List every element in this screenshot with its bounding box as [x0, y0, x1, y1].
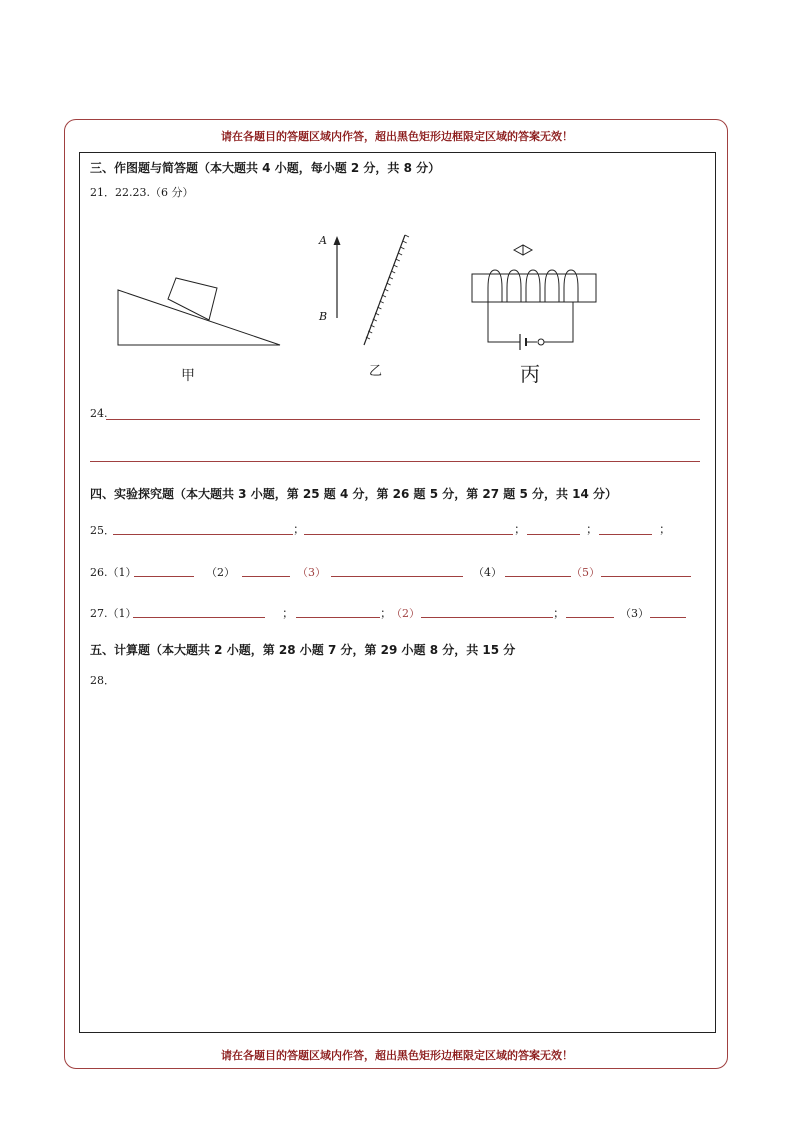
q25-semicolon-1: ；	[293, 522, 306, 536]
q27-blank-4[interactable]	[566, 617, 614, 618]
q27-label: 27.（1）	[90, 607, 137, 620]
q27-semicolon-1: ；	[282, 606, 295, 620]
q26-blank-4[interactable]	[505, 576, 571, 577]
q24-answer-line-1[interactable]	[106, 419, 700, 420]
top-notice: 请在各题目的答题区域内作答，超出黑色矩形边框限定区域的答案无效！	[221, 130, 573, 143]
q28-label: 28．	[90, 674, 115, 687]
q25-blank-3[interactable]	[527, 534, 580, 535]
q26-part4-label: （4）	[473, 566, 502, 579]
bottom-notice: 请在各题目的答题区域内作答，超出黑色矩形边框限定区域的答案无效！	[221, 1049, 573, 1062]
q27-part2-label: （2）	[391, 607, 420, 620]
q25-blank-1[interactable]	[113, 534, 293, 535]
solenoid-diagram	[465, 240, 605, 355]
q25-label: 25．	[90, 524, 115, 537]
q27-semicolon-2: ；	[380, 606, 393, 620]
q24-answer-line-2[interactable]	[90, 461, 700, 462]
q27-semicolon-3: ；	[553, 606, 566, 620]
q27-blank-5[interactable]	[650, 617, 686, 618]
q26-label: 26.（1）	[90, 566, 137, 579]
q26-part3-label: （3）	[297, 566, 326, 579]
label-a: A	[319, 234, 327, 247]
q25-blank-2[interactable]	[304, 534, 513, 535]
q26-blank-3[interactable]	[331, 576, 463, 577]
mirror-diagram	[312, 228, 422, 353]
q27-blank-2[interactable]	[296, 617, 380, 618]
fig-bing-caption: 丙	[520, 362, 540, 386]
q25-semicolon-4: ；	[659, 522, 672, 536]
q27-blank-3[interactable]	[421, 617, 553, 618]
q25-semicolon-3: ；	[586, 522, 599, 536]
label-b: B	[319, 310, 328, 323]
q26-part5-label: （5）	[571, 566, 600, 579]
section4-title: 四、实验探究题（本大题共 3 小题，第 25 题 4 分，第 26 题 5 分，第 27 题 5 分，共 14 分）	[90, 487, 618, 501]
section3-title: 三、作图题与简答题（本大题共 4 小题，每小题 2 分，共 8 分）	[90, 161, 441, 175]
q27-part3-label: （3）	[620, 607, 649, 620]
q27-blank-1[interactable]	[133, 617, 265, 618]
q26-part2-label: （2）	[206, 566, 235, 579]
q25-blank-4[interactable]	[599, 534, 652, 535]
fig-yi-caption: 乙	[369, 364, 383, 379]
incline-diagram	[110, 272, 290, 352]
q26-blank-1[interactable]	[134, 576, 194, 577]
q26-blank-5[interactable]	[601, 576, 691, 577]
q28-answer-area[interactable]	[90, 690, 704, 1020]
q21-label: 21．22.23.（6 分）	[90, 186, 194, 199]
q25-semicolon-2: ；	[514, 522, 527, 536]
q26-blank-2[interactable]	[242, 576, 290, 577]
q24-label: 24.	[90, 407, 108, 420]
fig-jia-caption: 甲	[181, 368, 195, 384]
section5-title: 五、计算题（本大题共 2 小题，第 28 小题 7 分，第 29 小题 8 分，共 15 分	[90, 643, 516, 657]
